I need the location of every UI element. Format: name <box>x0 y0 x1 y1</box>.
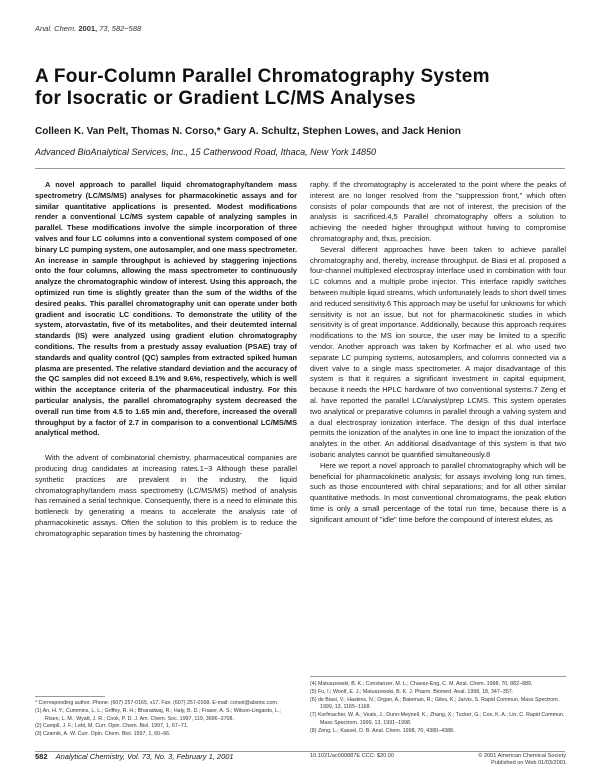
reference-item: (6) de Biasi, V.; Haskins, N.; Organ, A.; Bateman, R.; Giles, K.; Jarvis, S. Rapid Commun. Mass Spectrom. 1999, 13, 1165−1168. <box>310 696 560 711</box>
body-paragraph-3: Here we report a novel approach to parallel chromatography which will be beneficial for pharmacokinetic analysis; for assays involving long run times, such as those encountered with chiral separations; and for all other similar quantitative methods. In most conventional chromatograms, the peak elution time is only a small percentage of the total run time, because there is a significant amount of "idle" time before the compound of interest elutes, as <box>310 460 566 524</box>
page-number: 582 <box>35 752 48 761</box>
doi-line: 10.1021/ac000887E CCC: $20.00 <box>310 753 394 759</box>
journal-name: Anal. Chem. <box>35 24 77 33</box>
reference-item: (1) An, H. Y.; Cummins, L. L.; Griffey, R. H.; Bharadwaj, R.; Haly, B. D.; Fraser, A. S.; Wilson-Lingardo, L.; Risen, L. M.; Wyatt, J. R.; Cook, P. D. J. Am. Chem. Soc. 1997, 119, 3696−3708. <box>35 707 281 722</box>
journal-year: 2001, <box>78 24 98 33</box>
reference-item: (4) Matuszewski, B. K.; Constanzer, M. L.; Chavez-Eng, C. M. Anal. Chem. 1998, 70, 882−889. <box>310 681 533 687</box>
reference-item: (8) Zeng, L.; Kassel, D. B. Anal. Chem. 1998, 70, 4380−4388. <box>310 727 455 734</box>
abstract: A novel approach to parallel liquid chromatography/tandem mass spectrometry (LC/MS/MS) analyses for pharmacokinetic assays and for similar quantitative applications is presented. Modest modifications render a conventional LC/MS system capable of analyzing samples in parallel. These modifications involve the simple incorporation of three valves and four LC columns into a conventional system composed of one binary LC pumping system, one autosampler, and one mass spectrometer. An increase in sample throughput is achieved by staggering injections onto the four columns, allowing the mass spectrometer to continuously analyze the chromatographic window of interest. Using this approach, the optimized run time is slightly greater than the sum of the widths of the desired peaks. This parallel chromatography unit can operate under both gradient and isocratic LC conditions. To demonstrate the utility of the system, atorvastatin, five of its metabolites, and their deutemted internal standards (IS) were analyzed using gradient elution chromatography conditions. The results from a prestudy assay evaluation (PSAE) tray of standards and quality control (QC) samples from extracted spiked human plasma are presented. The relative standard deviation and the accuracy of the QC samples did not exceed 8.1% and 9.6%, respectively, which is well within the acceptance criteria of the pharmaceutical industry. For this particular analysis, the parallel chromatography system decreased the overall run time from 4.5 to 1.65 min and, therefore, increased the overall throughput by a factor of 2.7 in comparison to a conventional LC/MS/MS analytical method. <box>35 180 297 438</box>
footnotes-left <box>35 700 297 739</box>
left-column <box>35 180 297 540</box>
title-divider <box>35 168 565 169</box>
page-footer <box>35 752 234 761</box>
title-line-2: for Isocratic or Gradient LC/MS Analyses <box>35 88 416 109</box>
published-date: Published on Web 01/03/2001 <box>491 760 566 767</box>
title-line-1: A Four-Column Parallel Chromatography System <box>35 66 490 87</box>
footnotes-right <box>310 681 566 736</box>
copyright: © 2001 American Chemical Society <box>478 753 566 759</box>
author-list: Colleen K. Van Pelt, Thomas N. Corso,* Gary A. Schultz, Stephen Lowes, and Jack Henion <box>35 126 461 137</box>
journal-volume: 73, <box>99 24 110 33</box>
journal-pages: 582−588 <box>111 24 142 33</box>
intro-paragraph: With the advent of combinatorial chemistry, pharmaceutical companies are producing drug candidates at increasing rates.1−3 Although these parallel synthetic practices are prevalent in the industry, the liquid chromatography/tandem mass spectrometry (LC/MS/MS) method of analysis has remained a serial technique. Consequently, there is a need to eliminate this bottleneck by generating a means to accelerate the analysis rate of pharmacokinetic assays. Often the solution to this problem is to reduce the chromatographic separation times by hastening the chromatog- <box>35 453 297 538</box>
reference-item: (7) Korfmacher, W. A.; Veals, J.; Dunn-Meynell, K.; Zhang, X.; Tucker, G.; Cox, K. A.; Lin, C. Rapid Commun. Mass Spectrom. 1999, 13, 1991−1998. <box>310 712 565 726</box>
corresponding-author-note: * Corresponding author. Phone: (607) 257-0165, x17. Fax: (607) 257-0168. E-mail: corsot@absinc.com. <box>35 700 279 706</box>
reference-item: (3) Czarnik, A. W. Curr. Opin. Chem. Biol. 1997, 1, 60−66. <box>35 731 171 738</box>
right-column <box>310 180 566 526</box>
affiliation: Advanced BioAnalytical Services, Inc., 15 Catherwood Road, Ithaca, New York 14850 <box>35 147 377 157</box>
body-paragraph-1: raphy. If the chromatography is accelerated to the point where the peaks of interest are no longer resolved from the "suppression front," which often consists of polar compounds that are not of interest, the precision of the analysis is sacrificed.4,5 Parallel chromatography offers a solution to achieving the needed higher throughput without having to compromise chromatography and, thus, precision. <box>310 180 566 243</box>
reference-divider <box>310 676 566 677</box>
reference-item: (2) Campll, J. F.; Lebl, M. Curr. Opin. Chem. Biol. 1997, 1, 67−71. <box>35 723 189 730</box>
footer-journal: Analytical Chemistry, Vol. 73, No. 3, February 1, 2001 <box>55 752 234 761</box>
article-title <box>35 66 575 110</box>
reference-item: (5) Fu, I.; Woolf, E. J.; Matuszewski, B. K. J. Pharm. Biomed. Anal. 1998, 18, 347−357. <box>310 688 514 695</box>
journal-citation <box>35 24 141 33</box>
footer-publication-info <box>400 753 566 768</box>
body-paragraph-2: Several different approaches have been taken to achieve parallel chromatography and, thereby, increase throughput. de Biasi et al. proposed a four-channel multiplexed electrospray interface used in combination with four LC columns and a multiple probe injector. This interface rapidly switches between multiple liquid streams, which unfortunately leads to short dwell times and reduced sensitivity.6 This approach may be useful for unknowns for which sensitivity is not an issue, but not for pharmacokinetic studies in which sensitivity is of great importance. Additionally, because this approach requires modifications to the MS ion source, the user may be limited to a specific vendor. Another approach was taken by Korfmacher et al. who used two separate LC pumping systems, autosamplers, and columns connected via a divert valve to a single mass spectrometer. A major disadvantage of this system is that it requires a significant investment in capital equipment, because it needs the HPLC hardware of two conventional systems.7 Zeng et al. have reported the parallel LC/analyst/prep LCMS. This system operates two analytical or preparative columns in parallel through a valving system and a dual electrospray ionization interface. The design of this dual interface permits the ionization of the analytes in one line to impact the ionization of the analytes in the other. An additional disadvantage of this system is that two isobaric analytes cannot be quantified simultaneously.8 <box>310 244 566 459</box>
footnote-divider <box>35 696 105 697</box>
